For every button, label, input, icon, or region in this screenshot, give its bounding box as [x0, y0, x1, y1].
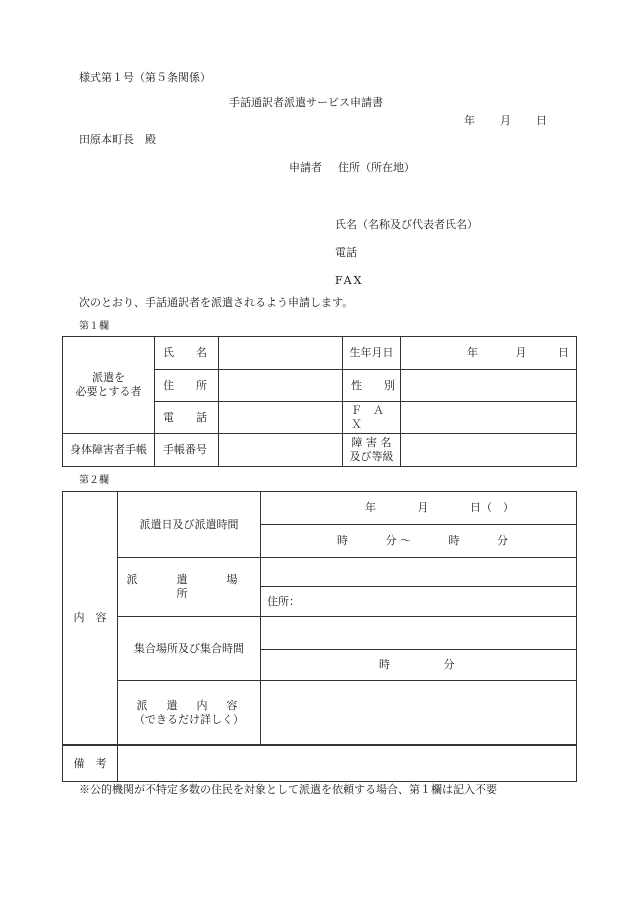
applicant-label: 申請者 [289, 161, 322, 174]
birth-year: 年 [467, 346, 478, 359]
time-hour1: 時 [337, 534, 348, 547]
meeting-header: 集合場所及び集合時間 [118, 617, 261, 681]
section2-label: 第２欄 [79, 475, 109, 486]
dispatch-day: 日（ ） [470, 501, 514, 514]
remarks-table [62, 745, 577, 782]
handbook-no-input[interactable] [219, 434, 343, 467]
dispatch-place-header: 派 遣 場 所 [118, 558, 261, 617]
address-input[interactable] [219, 370, 343, 402]
dispatch-content-line1: 派 遣 内 容 [136, 698, 242, 712]
name-input[interactable] [219, 337, 343, 370]
meeting-hour: 時 [379, 658, 390, 671]
disability-header [343, 434, 401, 467]
remarks-input[interactable] [118, 746, 577, 782]
disability-line1: 障 害 名 [351, 436, 392, 449]
meeting-min: 分 [443, 658, 455, 671]
form-number: 様式第１号（第５条関係） [79, 71, 211, 84]
handbook-no-header: 手帳番号 [155, 434, 219, 467]
dispatch-place-input[interactable] [261, 558, 577, 587]
time-hour2: 時 [448, 534, 460, 547]
birth-day: 日 [558, 346, 569, 359]
date-day: 日 [536, 114, 547, 127]
name-label: 氏名（名称及び代表者氏名） [335, 218, 478, 231]
fax-header: Ｆ Ａ Ｘ [343, 402, 401, 434]
fax-input[interactable] [401, 402, 577, 434]
section2-table [62, 491, 577, 745]
birthdate-input[interactable] [401, 337, 577, 370]
intro-text: 次のとおり、手話通訳者を派遣されるよう申請します。 [79, 296, 354, 309]
dispatch-date-input[interactable] [261, 492, 577, 525]
dispatch-datetime-header: 派遣日及び派遣時間 [118, 492, 261, 558]
content-label: 内 容 [63, 492, 118, 745]
fax-label: FAX [335, 274, 364, 287]
disability-input[interactable] [401, 434, 577, 467]
remarks-label: 備 考 [63, 746, 118, 782]
date-year: 年 [464, 114, 475, 127]
address-label: 住所（所在地） [338, 161, 415, 174]
meeting-time-input[interactable] [261, 650, 577, 681]
birthdate-header: 生年月日 [343, 337, 401, 370]
gender-input[interactable] [401, 370, 577, 402]
dispatch-year: 年 [365, 501, 376, 514]
dispatch-time-input[interactable] [261, 525, 577, 558]
name-header: 氏 名 [155, 337, 219, 370]
time-min2: 分 [497, 534, 508, 547]
phone-header: 電 話 [155, 402, 219, 434]
form-title: 手話通訳者派遣サービス申請書 [229, 96, 383, 109]
footnote: ※公的機関が不特定多数の住民を対象として派遣を依頼する場合、第１欄は記入不要 [79, 783, 497, 796]
dispatch-month: 月 [417, 501, 429, 514]
dispatch-address-input[interactable] [261, 587, 577, 617]
dispatch-content-line2: （できるだけ詳しく） [134, 712, 244, 726]
address-header: 住 所 [155, 370, 219, 402]
section1-table [62, 336, 577, 467]
gender-header: 性 別 [343, 370, 401, 402]
meeting-place-input[interactable] [261, 617, 577, 650]
phone-input[interactable] [219, 402, 343, 434]
phone-label: 電話 [335, 246, 357, 259]
person-label-line2: 必要とする者 [75, 385, 142, 398]
addressee: 田原本町長 殿 [79, 133, 156, 146]
dispatch-content-input[interactable] [261, 681, 577, 745]
person-label-cell [63, 337, 155, 434]
address-prefix: 住所： [267, 594, 300, 608]
section1-label: 第１欄 [79, 321, 109, 332]
dispatch-content-header [118, 681, 261, 745]
disability-line2: 及び等級 [349, 450, 394, 463]
birth-month: 月 [515, 346, 527, 359]
time-min1: 分 ～ [385, 534, 411, 547]
handbook-header: 身体障害者手帳 [63, 434, 155, 467]
person-label-line1: 派遣を [92, 371, 125, 384]
date-month: 月 [500, 114, 511, 127]
